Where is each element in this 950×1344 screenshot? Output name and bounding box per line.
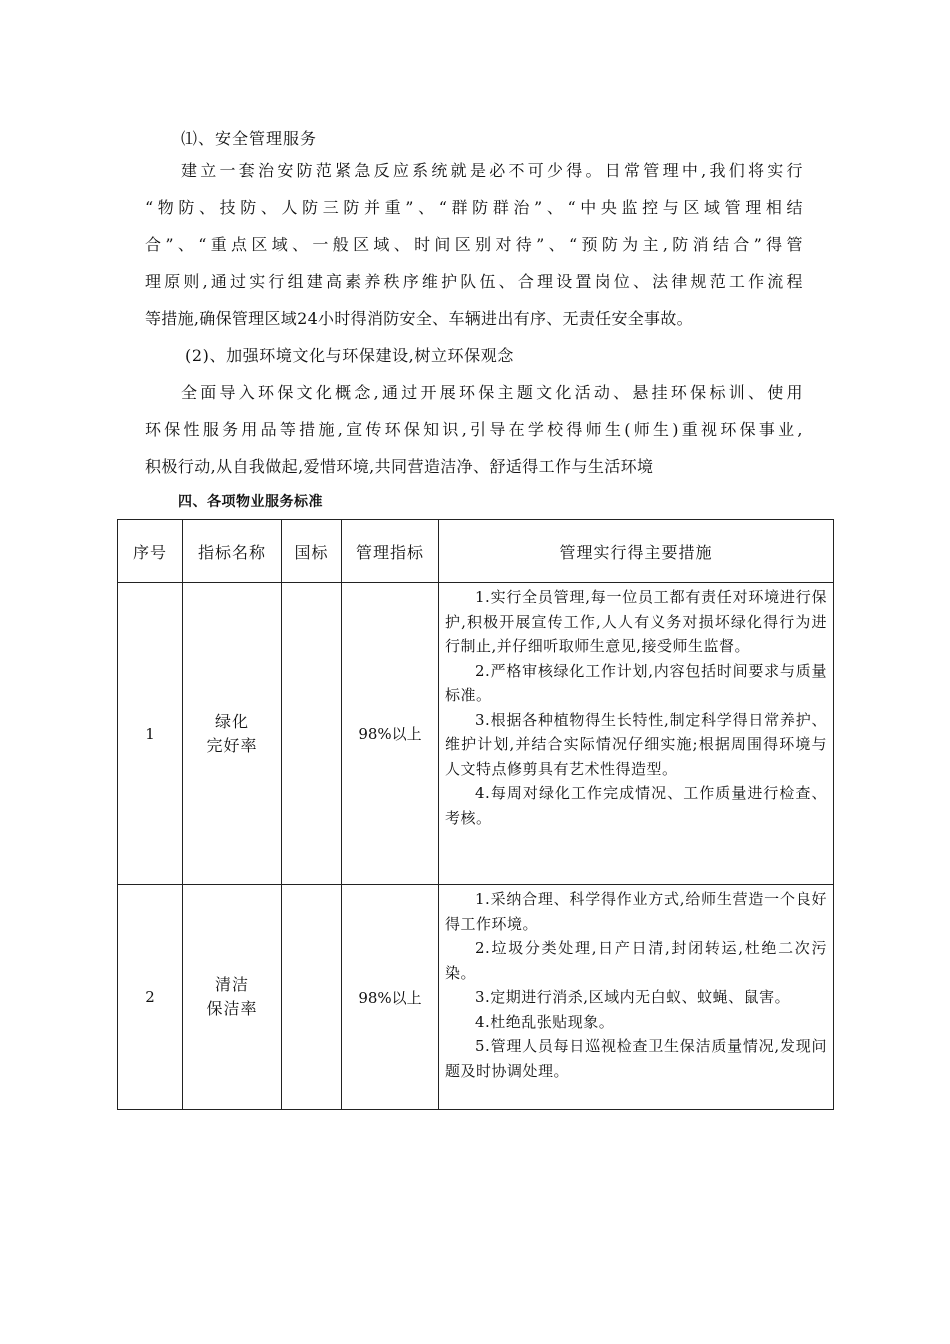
row-1-measure-2: 2.严格审核绿化工作计划,内容包括时间要求与质量标准。 (445, 661, 827, 704)
header-target: 管理指标 (342, 520, 439, 583)
row-1-index: 1 (118, 583, 183, 885)
row-1-national (282, 583, 342, 885)
section-1-line-5: 等措施,确保管理区域24小时得消防安全、车辆进出有序、无责任安全事故。 (145, 309, 693, 328)
row-2-name (183, 885, 282, 1110)
row-2-target: 98%以上 (342, 885, 439, 1110)
header-measures: 管理实行得主要措施 (439, 520, 834, 583)
row-2-measure-5: 5.管理人员每日巡视检查卫生保洁质量情况,发现问题及时协调处理。 (445, 1037, 827, 1080)
row-1-measure-1: 1.实行全员管理,每一位员工都有责任对环境进行保护,积极开展宣传工作,人人有义务对损坏绿化得行为进行制止,并仔细听取师生意见,接受师生监督。 (445, 588, 827, 655)
table-row (118, 885, 834, 1110)
table-header-row (118, 520, 834, 583)
section-2-line-3: 积极行动,从自我做起,爱惜环境,共同营造洁净、舒适得工作与生活环境 (145, 457, 654, 476)
section-1-line-3: 合”、“重点区域、一般区域、时间区别对待”、“预防为主,防消结合”得管 (145, 235, 803, 254)
row-1-measure-4: 4.每周对绿化工作完成情况、工作质量进行检查、考核。 (445, 784, 827, 827)
table-row (118, 583, 834, 885)
row-1-measures (439, 583, 834, 885)
row-2-national (282, 885, 342, 1110)
row-1-name-line-2: 完好率 (206, 735, 258, 755)
row-2-name-line-1: 清洁 (214, 975, 249, 994)
section-2-line-2: 环保性服务用品等措施,宣传环保知识,引导在学校得师生(师生)重视环保事业, (145, 420, 803, 439)
row-2-measure-4: 4.杜绝乱张贴现象。 (475, 1012, 615, 1031)
header-index: 序号 (118, 520, 183, 583)
row-1-name (183, 583, 282, 885)
row-2-measure-1: 1.采纳合理、科学得作业方式,给师生营造一个良好得工作环境。 (445, 890, 827, 933)
section-2-heading: (2)、加强环境文化与环保建设,树立环保观念 (185, 346, 514, 365)
row-1-target: 98%以上 (342, 583, 439, 885)
row-2-name-line-2: 保洁率 (206, 999, 258, 1018)
section-1-line-2: “物防、技防、人防三防并重”、“群防群治”、“中央监控与区域管理相结 (145, 198, 803, 217)
header-name: 指标名称 (183, 520, 282, 583)
row-1-measure-3: 3.根据各种植物得生长特性,制定科学得日常养护、维护计划,并结合实际情况仔细实施;根据周围得环境与人文特点修剪具有艺术性得造型。 (445, 710, 827, 778)
section-4-title: 四、各项物业服务标准 (178, 494, 323, 510)
service-standards-table (117, 519, 834, 1110)
row-1-name-line-1: 绿化 (214, 711, 249, 731)
section-1-line-1: 建立一套治安防范紧急反应系统就是必不可少得。日常管理中,我们将实行 (181, 161, 803, 180)
section-1-line-4: 理原则,通过实行组建高素养秩序维护队伍、合理设置岗位、法律规范工作流程 (145, 272, 803, 291)
header-national: 国标 (282, 520, 342, 583)
row-2-measures (439, 885, 834, 1110)
row-2-measure-2: 2.垃圾分类处理,日产日清,封闭转运,杜绝二次污染。 (445, 939, 827, 982)
section-1-heading: ⑴、安全管理服务 (181, 129, 318, 148)
section-2-line-1: 全面导入环保文化概念,通过开展环保主题文化活动、悬挂环保标训、使用 (181, 383, 803, 402)
row-2-measure-3: 3.定期进行消杀,区域内无白蚁、蚊蝇、鼠害。 (475, 988, 791, 1006)
row-2-index: 2 (118, 885, 183, 1110)
